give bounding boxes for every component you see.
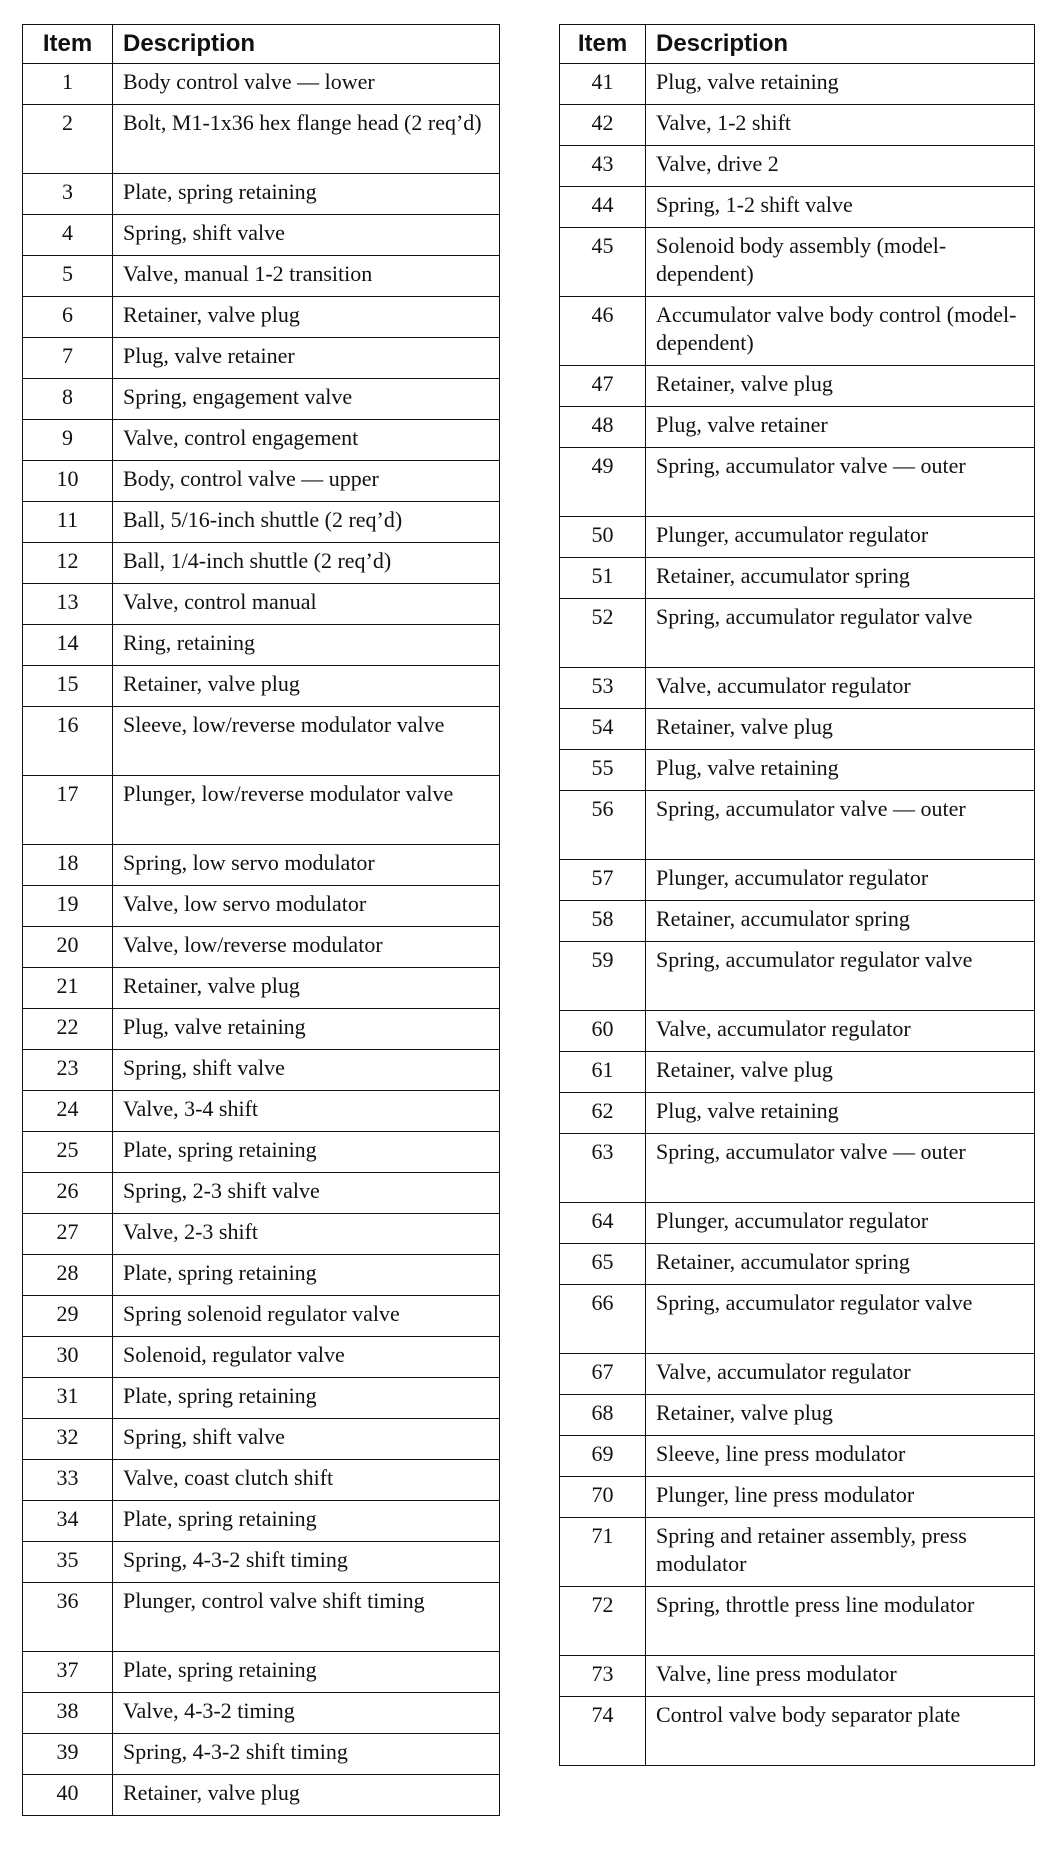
description-cell: Spring, shift valve bbox=[113, 215, 500, 256]
description-cell: Spring, engagement valve bbox=[113, 379, 500, 420]
description-cell: Retainer, valve plug bbox=[113, 297, 500, 338]
item-column-header: Item bbox=[23, 25, 113, 64]
table-row bbox=[23, 1337, 500, 1378]
description-cell: Valve, control engagement bbox=[113, 420, 500, 461]
item-number-cell: 70 bbox=[560, 1477, 646, 1518]
item-number-cell: 56 bbox=[560, 791, 646, 860]
item-number-cell: 31 bbox=[23, 1378, 113, 1419]
item-number-cell: 65 bbox=[560, 1244, 646, 1285]
description-cell: Spring, 2-3 shift valve bbox=[113, 1173, 500, 1214]
table-row bbox=[560, 709, 1035, 750]
table-row bbox=[23, 1173, 500, 1214]
item-number-cell: 57 bbox=[560, 860, 646, 901]
table-row bbox=[23, 1050, 500, 1091]
table-row bbox=[560, 1697, 1035, 1766]
header-row bbox=[23, 25, 500, 64]
table-row bbox=[560, 105, 1035, 146]
item-number-cell: 44 bbox=[560, 187, 646, 228]
table-row bbox=[23, 1091, 500, 1132]
description-cell: Retainer, accumulator spring bbox=[646, 901, 1035, 942]
item-number-cell: 39 bbox=[23, 1734, 113, 1775]
description-cell: Spring and retainer assembly, press modulator bbox=[646, 1518, 1035, 1587]
table-row bbox=[560, 1656, 1035, 1697]
table-row bbox=[560, 942, 1035, 1011]
table-row bbox=[23, 1255, 500, 1296]
parts-table-left-body bbox=[23, 64, 500, 1816]
table-row bbox=[560, 558, 1035, 599]
description-cell: Spring, throttle press line modulator bbox=[646, 1587, 1035, 1656]
item-number-cell: 72 bbox=[560, 1587, 646, 1656]
description-cell: Solenoid, regulator valve bbox=[113, 1337, 500, 1378]
item-number-cell: 41 bbox=[560, 64, 646, 105]
table-row bbox=[23, 502, 500, 543]
table-row bbox=[560, 1285, 1035, 1354]
table-row bbox=[23, 1693, 500, 1734]
item-number-cell: 9 bbox=[23, 420, 113, 461]
description-cell: Plate, spring retaining bbox=[113, 1378, 500, 1419]
description-cell: Retainer, valve plug bbox=[646, 1395, 1035, 1436]
table-row bbox=[23, 1583, 500, 1652]
item-number-cell: 63 bbox=[560, 1134, 646, 1203]
description-cell: Accumulator valve body control (model-dependent) bbox=[646, 297, 1035, 366]
table-row bbox=[560, 407, 1035, 448]
item-number-cell: 15 bbox=[23, 666, 113, 707]
description-cell: Solenoid body assembly (model-dependent) bbox=[646, 228, 1035, 297]
description-cell: Ball, 1/4-inch shuttle (2 req’d) bbox=[113, 543, 500, 584]
table-row bbox=[23, 886, 500, 927]
table-row bbox=[560, 228, 1035, 297]
item-column-header: Item bbox=[560, 25, 646, 64]
description-cell: Valve, 1-2 shift bbox=[646, 105, 1035, 146]
description-cell: Valve, accumulator regulator bbox=[646, 1354, 1035, 1395]
description-cell: Plunger, low/reverse modulator valve bbox=[113, 776, 500, 845]
table-row bbox=[560, 1395, 1035, 1436]
description-column-header: Description bbox=[113, 25, 500, 64]
item-number-cell: 13 bbox=[23, 584, 113, 625]
table-row bbox=[560, 1436, 1035, 1477]
description-cell: Sleeve, line press modulator bbox=[646, 1436, 1035, 1477]
table-row bbox=[23, 64, 500, 105]
table-row bbox=[23, 584, 500, 625]
item-number-cell: 69 bbox=[560, 1436, 646, 1477]
item-number-cell: 60 bbox=[560, 1011, 646, 1052]
table-row bbox=[23, 1132, 500, 1173]
table-row bbox=[560, 750, 1035, 791]
item-number-cell: 55 bbox=[560, 750, 646, 791]
item-number-cell: 27 bbox=[23, 1214, 113, 1255]
item-number-cell: 40 bbox=[23, 1775, 113, 1816]
table-row bbox=[560, 791, 1035, 860]
description-cell: Plate, spring retaining bbox=[113, 1501, 500, 1542]
item-number-cell: 58 bbox=[560, 901, 646, 942]
item-number-cell: 32 bbox=[23, 1419, 113, 1460]
item-number-cell: 26 bbox=[23, 1173, 113, 1214]
parts-table-right bbox=[559, 24, 1035, 1766]
table-row bbox=[23, 1460, 500, 1501]
item-number-cell: 10 bbox=[23, 461, 113, 502]
header-row bbox=[560, 25, 1035, 64]
item-number-cell: 73 bbox=[560, 1656, 646, 1697]
item-number-cell: 49 bbox=[560, 448, 646, 517]
item-number-cell: 46 bbox=[560, 297, 646, 366]
item-number-cell: 23 bbox=[23, 1050, 113, 1091]
table-row bbox=[23, 1501, 500, 1542]
description-cell: Valve, manual 1-2 transition bbox=[113, 256, 500, 297]
description-cell: Retainer, valve plug bbox=[646, 1052, 1035, 1093]
description-cell: Valve, accumulator regulator bbox=[646, 1011, 1035, 1052]
description-cell: Spring, low servo modulator bbox=[113, 845, 500, 886]
description-cell: Spring, accumulator valve — outer bbox=[646, 448, 1035, 517]
item-number-cell: 48 bbox=[560, 407, 646, 448]
description-cell: Bolt, M1-1x36 hex flange head (2 req’d) bbox=[113, 105, 500, 174]
table-row bbox=[560, 187, 1035, 228]
table-row bbox=[560, 1354, 1035, 1395]
description-cell: Plunger, accumulator regulator bbox=[646, 517, 1035, 558]
item-number-cell: 59 bbox=[560, 942, 646, 1011]
item-number-cell: 42 bbox=[560, 105, 646, 146]
table-row bbox=[23, 707, 500, 776]
description-cell: Plunger, control valve shift timing bbox=[113, 1583, 500, 1652]
table-row bbox=[560, 1203, 1035, 1244]
description-cell: Spring, shift valve bbox=[113, 1419, 500, 1460]
description-cell: Valve, coast clutch shift bbox=[113, 1460, 500, 1501]
description-column-header: Description bbox=[646, 25, 1035, 64]
item-number-cell: 61 bbox=[560, 1052, 646, 1093]
item-number-cell: 71 bbox=[560, 1518, 646, 1587]
item-number-cell: 12 bbox=[23, 543, 113, 584]
description-cell: Valve, control manual bbox=[113, 584, 500, 625]
item-number-cell: 51 bbox=[560, 558, 646, 599]
description-cell: Plate, spring retaining bbox=[113, 174, 500, 215]
table-row bbox=[23, 256, 500, 297]
table-row bbox=[23, 968, 500, 1009]
description-cell: Spring, 4-3-2 shift timing bbox=[113, 1542, 500, 1583]
description-cell: Retainer, valve plug bbox=[113, 1775, 500, 1816]
table-row bbox=[23, 338, 500, 379]
table-row bbox=[560, 448, 1035, 517]
item-number-cell: 38 bbox=[23, 1693, 113, 1734]
item-number-cell: 43 bbox=[560, 146, 646, 187]
item-number-cell: 6 bbox=[23, 297, 113, 338]
description-cell: Plate, spring retaining bbox=[113, 1132, 500, 1173]
item-number-cell: 19 bbox=[23, 886, 113, 927]
item-number-cell: 74 bbox=[560, 1697, 646, 1766]
table-row bbox=[560, 599, 1035, 668]
table-row bbox=[23, 297, 500, 338]
item-number-cell: 67 bbox=[560, 1354, 646, 1395]
description-cell: Spring, shift valve bbox=[113, 1050, 500, 1091]
table-row bbox=[560, 1477, 1035, 1518]
table-row bbox=[23, 543, 500, 584]
description-cell: Retainer, valve plug bbox=[113, 666, 500, 707]
item-number-cell: 17 bbox=[23, 776, 113, 845]
item-number-cell: 1 bbox=[23, 64, 113, 105]
table-row bbox=[23, 1296, 500, 1337]
description-cell: Spring, accumulator regulator valve bbox=[646, 599, 1035, 668]
description-cell: Valve, 3-4 shift bbox=[113, 1091, 500, 1132]
table-row bbox=[23, 1009, 500, 1050]
table-row bbox=[560, 1244, 1035, 1285]
description-cell: Retainer, accumulator spring bbox=[646, 558, 1035, 599]
table-row bbox=[560, 1518, 1035, 1587]
table-row bbox=[23, 174, 500, 215]
table-row bbox=[560, 668, 1035, 709]
item-number-cell: 35 bbox=[23, 1542, 113, 1583]
table-row bbox=[560, 1011, 1035, 1052]
table-row bbox=[23, 927, 500, 968]
description-cell: Spring, 4-3-2 shift timing bbox=[113, 1734, 500, 1775]
table-row bbox=[23, 1419, 500, 1460]
table-row bbox=[560, 1093, 1035, 1134]
description-cell: Valve, accumulator regulator bbox=[646, 668, 1035, 709]
item-number-cell: 8 bbox=[23, 379, 113, 420]
item-number-cell: 53 bbox=[560, 668, 646, 709]
item-number-cell: 7 bbox=[23, 338, 113, 379]
item-number-cell: 25 bbox=[23, 1132, 113, 1173]
table-row bbox=[23, 776, 500, 845]
description-cell: Plug, valve retaining bbox=[646, 64, 1035, 105]
table-row bbox=[23, 1378, 500, 1419]
description-cell: Plug, valve retaining bbox=[113, 1009, 500, 1050]
table-row bbox=[560, 366, 1035, 407]
item-number-cell: 36 bbox=[23, 1583, 113, 1652]
item-number-cell: 62 bbox=[560, 1093, 646, 1134]
description-cell: Valve, low servo modulator bbox=[113, 886, 500, 927]
description-cell: Plug, valve retainer bbox=[646, 407, 1035, 448]
table-row bbox=[23, 1652, 500, 1693]
parts-table-left bbox=[22, 24, 500, 1816]
description-cell: Plunger, accumulator regulator bbox=[646, 860, 1035, 901]
table-row bbox=[560, 901, 1035, 942]
item-number-cell: 21 bbox=[23, 968, 113, 1009]
table-row bbox=[560, 146, 1035, 187]
description-cell: Valve, 4-3-2 timing bbox=[113, 1693, 500, 1734]
description-cell: Spring, accumulator regulator valve bbox=[646, 942, 1035, 1011]
table-row bbox=[560, 297, 1035, 366]
table-row bbox=[23, 1214, 500, 1255]
description-cell: Plug, valve retaining bbox=[646, 1093, 1035, 1134]
item-number-cell: 18 bbox=[23, 845, 113, 886]
description-cell: Control valve body separator plate bbox=[646, 1697, 1035, 1766]
table-row bbox=[23, 1775, 500, 1816]
item-number-cell: 50 bbox=[560, 517, 646, 558]
description-cell: Valve, low/reverse modulator bbox=[113, 927, 500, 968]
description-cell: Spring, accumulator valve — outer bbox=[646, 791, 1035, 860]
item-number-cell: 33 bbox=[23, 1460, 113, 1501]
table-row bbox=[23, 105, 500, 174]
item-number-cell: 28 bbox=[23, 1255, 113, 1296]
table-row bbox=[23, 666, 500, 707]
table-row bbox=[23, 1734, 500, 1775]
description-cell: Sleeve, low/reverse modulator valve bbox=[113, 707, 500, 776]
table-row bbox=[560, 1134, 1035, 1203]
table-row bbox=[560, 1587, 1035, 1656]
item-number-cell: 52 bbox=[560, 599, 646, 668]
item-number-cell: 22 bbox=[23, 1009, 113, 1050]
description-cell: Ball, 5/16-inch shuttle (2 req’d) bbox=[113, 502, 500, 543]
description-cell: Plate, spring retaining bbox=[113, 1652, 500, 1693]
description-cell: Spring, accumulator regulator valve bbox=[646, 1285, 1035, 1354]
description-cell: Plunger, line press modulator bbox=[646, 1477, 1035, 1518]
item-number-cell: 45 bbox=[560, 228, 646, 297]
table-row bbox=[23, 625, 500, 666]
item-number-cell: 11 bbox=[23, 502, 113, 543]
item-number-cell: 64 bbox=[560, 1203, 646, 1244]
item-number-cell: 4 bbox=[23, 215, 113, 256]
description-cell: Plug, valve retaining bbox=[646, 750, 1035, 791]
item-number-cell: 34 bbox=[23, 1501, 113, 1542]
description-cell: Retainer, valve plug bbox=[646, 709, 1035, 750]
description-cell: Plug, valve retainer bbox=[113, 338, 500, 379]
table-row bbox=[23, 215, 500, 256]
description-cell: Retainer, valve plug bbox=[113, 968, 500, 1009]
description-cell: Valve, line press modulator bbox=[646, 1656, 1035, 1697]
item-number-cell: 3 bbox=[23, 174, 113, 215]
item-number-cell: 16 bbox=[23, 707, 113, 776]
item-number-cell: 54 bbox=[560, 709, 646, 750]
table-row bbox=[23, 1542, 500, 1583]
table-row bbox=[23, 461, 500, 502]
description-cell: Ring, retaining bbox=[113, 625, 500, 666]
description-cell: Plunger, accumulator regulator bbox=[646, 1203, 1035, 1244]
table-row bbox=[560, 64, 1035, 105]
table-row bbox=[560, 860, 1035, 901]
item-number-cell: 66 bbox=[560, 1285, 646, 1354]
item-number-cell: 29 bbox=[23, 1296, 113, 1337]
description-cell: Retainer, accumulator spring bbox=[646, 1244, 1035, 1285]
description-cell: Valve, drive 2 bbox=[646, 146, 1035, 187]
item-number-cell: 2 bbox=[23, 105, 113, 174]
item-number-cell: 30 bbox=[23, 1337, 113, 1378]
description-cell: Valve, 2-3 shift bbox=[113, 1214, 500, 1255]
item-number-cell: 68 bbox=[560, 1395, 646, 1436]
item-number-cell: 47 bbox=[560, 366, 646, 407]
description-cell: Body, control valve — upper bbox=[113, 461, 500, 502]
item-number-cell: 5 bbox=[23, 256, 113, 297]
description-cell: Spring, 1-2 shift valve bbox=[646, 187, 1035, 228]
description-cell: Spring, accumulator valve — outer bbox=[646, 1134, 1035, 1203]
item-number-cell: 37 bbox=[23, 1652, 113, 1693]
parts-table-right-body bbox=[560, 64, 1035, 1766]
table-row bbox=[560, 1052, 1035, 1093]
item-number-cell: 14 bbox=[23, 625, 113, 666]
table-row bbox=[23, 845, 500, 886]
table-row bbox=[23, 379, 500, 420]
description-cell: Plate, spring retaining bbox=[113, 1255, 500, 1296]
description-cell: Spring solenoid regulator valve bbox=[113, 1296, 500, 1337]
description-cell: Body control valve — lower bbox=[113, 64, 500, 105]
item-number-cell: 24 bbox=[23, 1091, 113, 1132]
item-number-cell: 20 bbox=[23, 927, 113, 968]
description-cell: Retainer, valve plug bbox=[646, 366, 1035, 407]
table-row bbox=[560, 517, 1035, 558]
table-row bbox=[23, 420, 500, 461]
